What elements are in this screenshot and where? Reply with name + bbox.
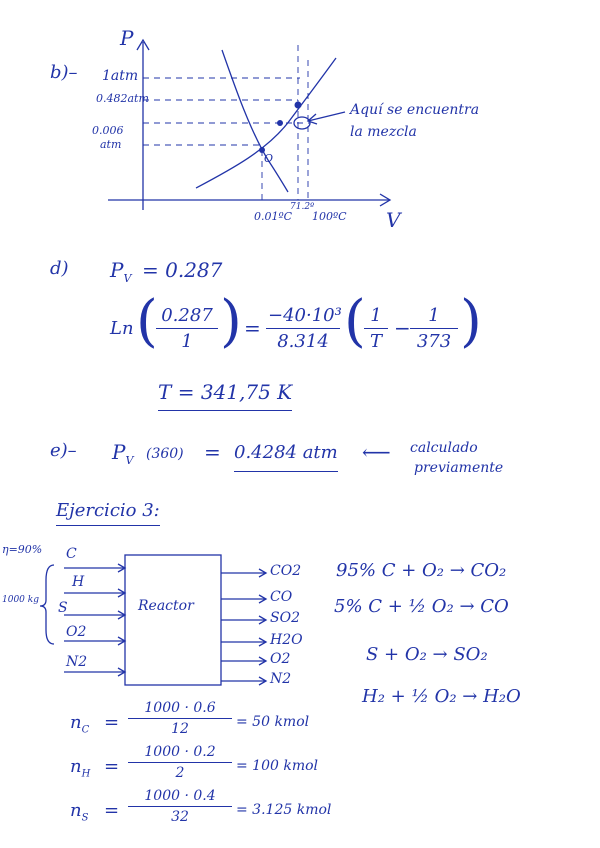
part-e-label: e)– [50,440,77,461]
pv-value: = 0.287 [142,258,223,282]
tick-1atm: 1atm [102,68,139,84]
reaction-3: S + O₂ → SO₂ [366,644,488,665]
input-h: H [72,574,85,590]
arrow-left-icon: ⟵ [362,440,391,464]
v-axis-label: V [386,208,401,232]
pressure-value: 0.4284 atm [234,442,338,472]
ln-label: Ln [110,318,134,339]
output-so2: SO2 [270,610,300,626]
nc-num: 1000 · 0.6 [128,700,232,719]
ns-fraction [128,788,232,825]
note-line-2: previamente [414,460,504,476]
nc-den: 12 [171,721,189,737]
nh-equals: = [104,756,120,777]
input-c: C [66,546,77,562]
ns-result: = 3.125 kmol [236,802,332,818]
pv-label: $P_V$ [110,258,132,285]
annotation-line-2: la mezcla [350,124,417,140]
nc-fraction [128,700,232,737]
input-brace [40,565,54,644]
paren-close-1: ) [220,289,242,354]
triple-point-label: O [264,152,274,165]
input-o2: O2 [66,624,87,640]
ns-equals: = [104,800,120,821]
paren-open-2: ( [344,289,366,354]
output-n2: N2 [270,671,292,687]
part-d-label: d) [50,258,69,279]
x-tick-3: 100ºC [312,210,347,223]
fraction-1-den: 1 [181,331,193,352]
fraction-3-num: 1 [364,305,388,329]
x-tick-1: 0.01ºC [254,210,293,223]
fraction-4-den: 373 [416,331,452,352]
ns-den: 32 [171,809,189,825]
output-h2o: H2O [270,632,303,648]
nc-equals: = [104,712,120,733]
tick-0006-unit: atm [100,138,122,151]
annotation-line-1: Aquí se encuentra [350,102,480,118]
pv-arg: (360) [146,446,184,462]
equals-e: = [204,440,221,464]
part-b-label: b)– [50,62,78,83]
output-co: CO [270,589,293,605]
fraction-4-num: 1 [410,305,458,329]
fraction-3-den: T [369,331,382,352]
tick-0482: 0.482atm [96,92,149,105]
nh-den: 2 [175,765,185,781]
note-line-1: calculado [410,440,478,456]
temperature-result: T = 341,75 K [158,380,292,411]
nh-result: = 100 kmol [236,758,319,774]
output-o2: O2 [270,651,291,667]
fraction-2-den: 8.314 [277,331,329,352]
efficiency-label: η=90% [2,543,43,556]
reactor-box [125,555,221,685]
pv-expr: $P_V$ [112,440,134,467]
nh-fraction [128,744,232,781]
nc-label: $n_C$ [70,712,90,736]
input-n2: N2 [66,654,88,670]
p-axis-label: P [120,26,134,50]
nc-result: = 50 kmol [236,714,310,730]
reactor-label: Reactor [138,598,194,614]
output-co2: CO2 [270,563,302,579]
exercise-title: Ejercicio 3: [56,500,160,526]
fraction-1-num: 0.287 [156,305,218,329]
paren-open-1: ( [136,289,158,354]
minus-d: − [394,316,411,340]
ns-label: $n_S$ [70,800,89,824]
equals-d: = [244,316,261,340]
nh-label: $n_H$ [70,756,91,780]
x-tick-2: 71.2º [290,202,315,212]
reaction-1: 95% C + O₂ → CO₂ [336,560,507,581]
nh-num: 1000 · 0.2 [128,744,232,763]
input-s: S [58,600,68,616]
fraction-2-num: −40·10³ [266,305,340,329]
ns-num: 1000 · 0.4 [128,788,232,807]
mass-label: 1000 kg [2,595,39,605]
paren-close-2: ) [460,289,482,354]
tick-0006: 0.006 [92,124,124,137]
reaction-2: 5% C + ½ O₂ → CO [334,596,509,617]
reaction-4: H₂ + ½ O₂ → H₂O [362,686,521,707]
